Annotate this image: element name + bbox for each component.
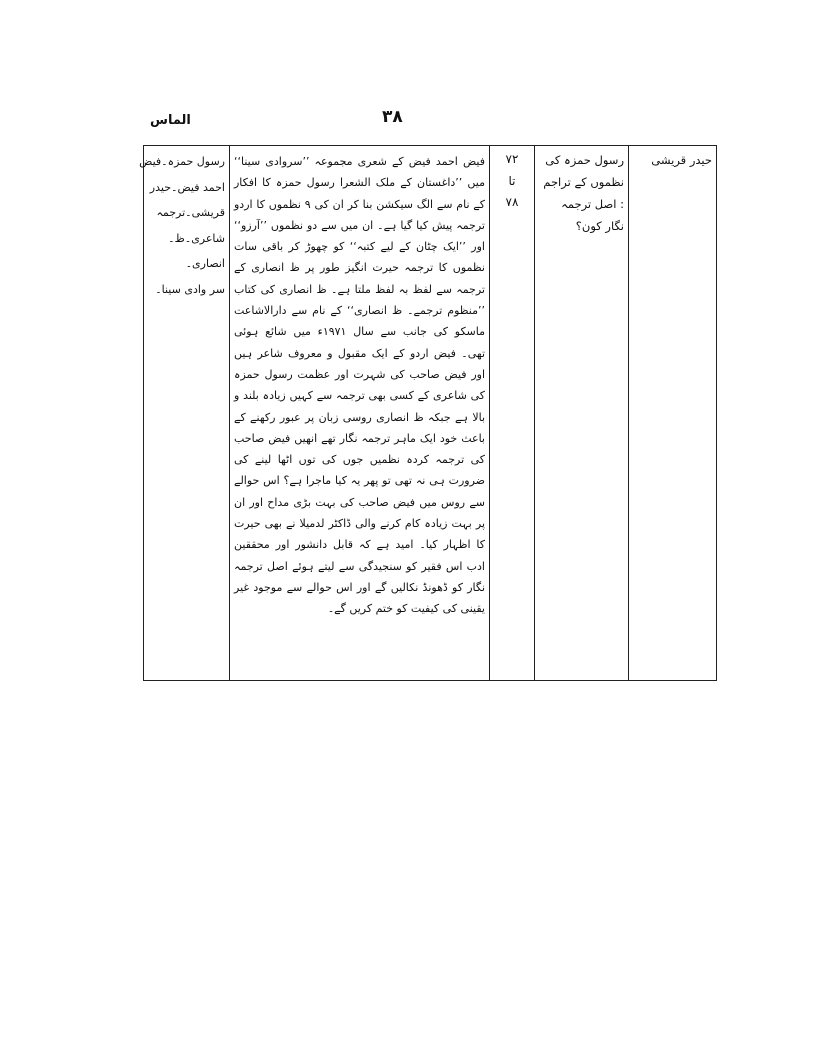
- journal-name: الماس: [150, 113, 191, 128]
- keyword-line: سر وادی سینا۔: [155, 282, 225, 296]
- index-table: [139, 145, 717, 681]
- keywords-cell: [139, 146, 230, 681]
- keyword-line: قریشی۔ترجمہ: [156, 206, 225, 219]
- table-row: [144, 146, 717, 681]
- keyword-line: احمد فیض۔حیدر: [149, 180, 225, 194]
- author-cell: [629, 146, 717, 681]
- page-range-word: تا: [508, 173, 516, 188]
- keyword-line: شاعری۔ظ۔: [168, 231, 225, 245]
- keyword-line: انصاری۔: [185, 257, 225, 270]
- pages-cell: [490, 146, 535, 681]
- page-start: ۷۲: [505, 152, 519, 166]
- title-cell: [535, 146, 629, 681]
- author-name: حیدر قریشی: [651, 153, 712, 167]
- keyword-line: رسول حمزہ۔فیض: [139, 155, 225, 168]
- article-title: رسول حمزہ کی نظموں کے تراجم : اصل ترجمہ نگار کون؟: [543, 153, 624, 233]
- page-number: ۳۸: [382, 107, 403, 127]
- summary-cell: [230, 146, 490, 681]
- summary-text: فیض احمد فیض کے شعری مجموعہ ’’سروادی سینا‘‘ میں ’’داغستان کے ملک الشعرا رسول حمزہ کا افکار کے نام سے الگ سیکشن بنا کر ان کی ۹ نظموں کا اردو ترجمہ پیش کیا گیا ہے۔ ان میں سے دو نظموں ’’آرزو‘‘ اور ’’ایک چٹان کے لیے کتبہ‘‘ کو چھوڑ کر باقی سات نظموں کا ترجمہ حیرت انگیز طور پر ظ انصاری کے ترجمہ سے لفظ بہ لفظ ملتا ہے۔ ظ انصاری کی کتاب ’’منظوم ترجمے۔ ظ انصاری‘‘ کے نام سے دارالاشاعت ماسکو کی جانب سے سال ۱۹۷۱ء میں شائع ہوئی تھی۔ فیض اردو کے ایک مقبول و معروف شاعر ہیں اور فیض صاحب کی شہرت اور عظمت رسول حمزہ کی شاعری کے کسی بھی ترجمہ سے کہیں زیادہ بلند و بالا ہے جبکہ ظ انصاری روسی زبان پر عبور رکھنے کے باعث خود ایک ماہر ترجمہ نگار تھے انھیں فیض صاحب کی ترجمہ کردہ نظمیں جوں کی توں اٹھا لینے کی ضرورت ہی نہ تھی تو پھر یہ کیا ماجرا ہے؟ اس حوالے سے روس میں فیض صاحب کی بہت بڑی مداح اور ان پر بہت زیادہ کام کرنے والی ڈاکٹر لدمیلا نے بھی حیرت کا اظہار کیا۔ امید ہے کہ قابل دانشور اور محققین ادب اس فقیر کو سنجیدگی سے لیتے ہوئے اصل ترجمہ نگار کو ڈھونڈ نکالیں گے اور اس حوالے سے موجود غیر یقینی کی کیفیت کو ختم کریں گے۔: [234, 155, 485, 616]
- page-end: ۷۸: [505, 195, 519, 209]
